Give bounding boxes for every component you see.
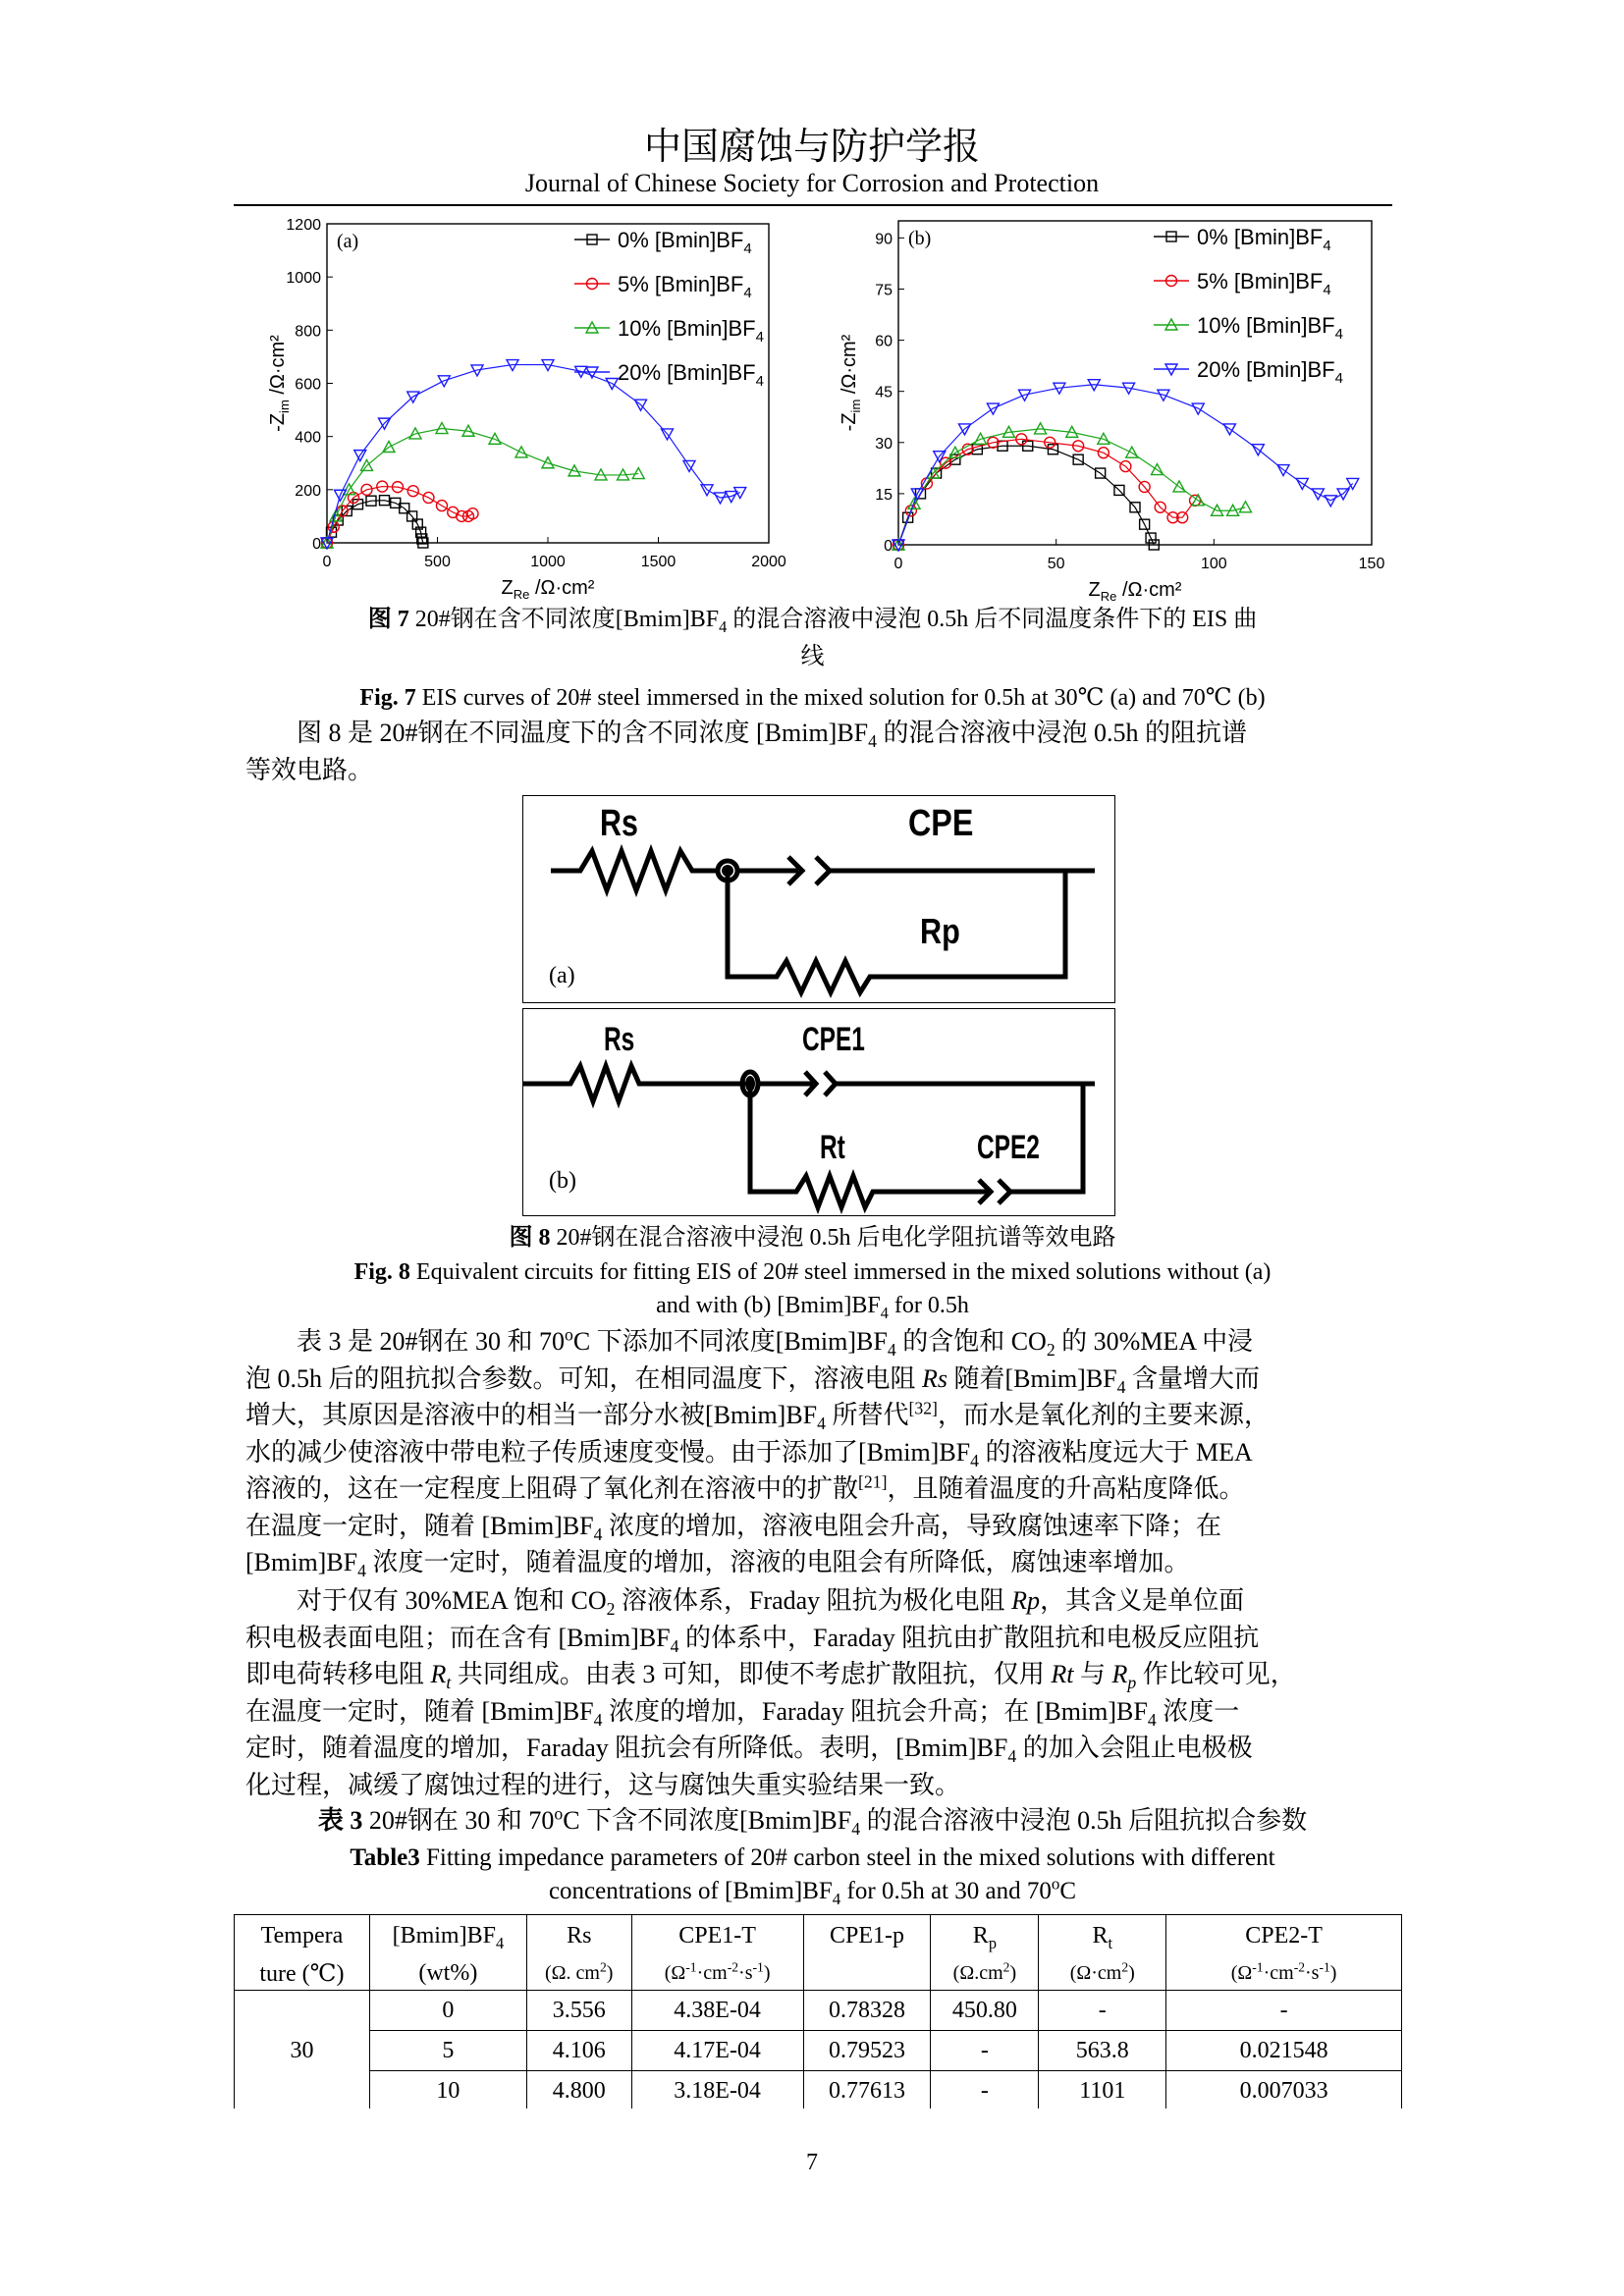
series-line: [327, 365, 740, 543]
series-line: [327, 429, 638, 543]
unit-rt: $(\Omega\cdot cm^2)$: [1039, 1956, 1166, 1991]
rs-label: Rs: [604, 1021, 635, 1059]
table-cell: 4.800: [526, 2071, 631, 2109]
rs-resistor: [551, 851, 718, 890]
table-cell: 0.77613: [803, 2071, 931, 2109]
legend-label: 20% $[Bmin]BF_4$: [1197, 357, 1343, 387]
series: [893, 441, 1159, 550]
th-cpe2-t: CPE2-T: [1166, 1915, 1402, 1957]
cpe1-label: CPE1: [802, 1021, 865, 1059]
table-cell: 1101: [1039, 2071, 1166, 2109]
table-cell: -: [1166, 1991, 1402, 2031]
y-tick-label: 60: [875, 333, 893, 350]
unit-wt: (wt%): [369, 1956, 526, 1991]
data-point: [1239, 502, 1251, 512]
fig8-caption-en-line2: and with (b) $[Bmim]BF_4$ for 0.5h: [656, 1293, 969, 1322]
y-tick-label: 45: [875, 384, 893, 401]
y-tick-label: 0: [312, 536, 321, 553]
journal-title-cn: 中国腐蚀与防护学报: [643, 127, 980, 168]
legend-label: 10% $[Bmin]BF_4$: [1197, 313, 1343, 343]
table-cell: -: [1039, 1991, 1166, 2031]
y-tick-label: 90: [875, 231, 893, 248]
table-cell: 563.8: [1039, 2031, 1166, 2071]
x-axis-label: $Z_{Re}$ /Ω·cm²: [501, 577, 595, 602]
unit-rp: $(\Omega.cm^2)$: [931, 1956, 1039, 1991]
rt-label: Rt: [820, 1129, 845, 1167]
panel-label: (b): [908, 228, 932, 249]
circuit-b-tag: (b): [549, 1168, 576, 1194]
th-bmim: $[Bmim]BF_4$: [369, 1915, 526, 1957]
page-number: 7: [806, 2150, 818, 2175]
temp-group-cell: 30: [235, 1991, 370, 2109]
y-tick-label: 200: [295, 482, 321, 500]
table-cell: 450.80: [931, 1991, 1039, 2031]
cpe-label: CPE: [908, 802, 974, 844]
table-header-row: [235, 1915, 1402, 1957]
table-cell: 4.106: [526, 2031, 631, 2071]
rp-branch: [728, 871, 1065, 992]
cpe1-element: [758, 1072, 1095, 1095]
table-cell: 0.007033: [1166, 2071, 1402, 2109]
unit-cpe1: $(\Omega^{-1}\cdot cm^{-2}\cdot s^{-1})$: [631, 1956, 803, 1991]
legend-label: 10% $[Bmin]BF_4$: [618, 316, 764, 346]
series: [893, 423, 1251, 550]
panel-label: (a): [337, 231, 359, 252]
y-tick-label: 15: [875, 486, 893, 504]
cpe-element: [737, 857, 1095, 884]
table-row: [235, 1991, 1402, 2031]
table-cell: 3.556: [526, 1991, 631, 2031]
header-rule: [234, 204, 1392, 206]
th-temperature: Tempera: [235, 1915, 370, 1957]
x-axis-label: $Z_{Re}$ /Ω·cm²: [1088, 579, 1182, 604]
th-cpe1-t: CPE1-T: [631, 1915, 803, 1957]
impedance-table: [234, 1914, 1402, 2109]
fig7-caption-en: Fig. 7 EIS curves of 20# steel immersed in the mixed solution for 0.5h at 30℃ (a) and 70℃ (b): [359, 685, 1266, 711]
x-tick-label: 50: [1047, 556, 1065, 572]
table-row: [235, 2071, 1402, 2109]
circuit-b-diagram: [523, 1009, 1114, 1215]
th-rp: $R_p$: [931, 1915, 1039, 1957]
paragraph-2: 对于仅有 30%MEA 饱和 $CO_2$ 溶液体系，Fraday 阻抗为极化电阻 Rp，其含义是单位面 积电极表面电阻；而在含有 $[Bmim]BF_4$ 的体系中，Faraday 阻抗由扩散阻抗和电极反应阻抗 即电荷转移电阻 $R_t$ 共同组成。由表 3 可知，即使不考虑扩散阻抗，仅用 Rt 与 $R_p$ 作比较可见， 在温度一定时，随着 $[Bmim]BF_4$ 浓度的增加，Faraday 阻抗会升高；在 $[Bmim]BF_4$ 浓度一 定时，随着温度的增加，Faraday 阻抗会有所降低。表明，$[Bmim]BF_4$ 的加入会阻止电极极 化过程，减缓了腐蚀过程的进行，这与腐蚀失重实验结果一致。: [245, 1586, 1296, 1799]
legend-label: 20% $[Bmin]BF_4$: [618, 360, 764, 390]
circuit-a-diagram: [523, 796, 1114, 1002]
table-cell: -: [931, 2071, 1039, 2109]
table3-caption-cn: 表 3 20#钢在 30 和 70$^o$C 下含不同浓度$[Bmim]BF_4$ 的混合溶液中浸泡 0.5h 后阻抗拟合参数: [317, 1803, 1308, 1840]
journal-title-en: Journal of Chinese Society for Corrosion and Protection: [524, 169, 1100, 197]
th-rs: Rs: [526, 1915, 631, 1957]
x-tick-label: 2000: [751, 554, 786, 570]
circuit-a-tag: (a): [549, 963, 575, 988]
y-tick-label: 400: [295, 429, 321, 447]
x-tick-label: 0: [893, 556, 903, 572]
table-cell: 0: [369, 1991, 526, 2031]
series: [321, 360, 746, 549]
x-tick-label: 150: [1358, 556, 1385, 572]
y-tick-label: 0: [884, 538, 893, 555]
rs-label: Rs: [600, 802, 638, 844]
table-cell: 0.78328: [803, 1991, 931, 2031]
y-axis-label: $-Z_{im}$ /Ω·cm²: [267, 335, 292, 432]
table-row: [235, 2031, 1402, 2071]
rp-label: Rp: [920, 912, 960, 952]
table3-wrapper: [234, 1914, 1402, 2109]
series-line: [898, 429, 1245, 545]
table-cell: 10: [369, 2071, 526, 2109]
y-tick-label: 800: [295, 323, 321, 341]
fig8-caption-cn: 图 8 20#钢在混合溶液中浸泡 0.5h 后电化学阻抗谱等效电路: [509, 1225, 1116, 1251]
th-cpe1-p: CPE1-p: [803, 1915, 931, 1957]
table-cell: 4.17E-04: [631, 2031, 803, 2071]
data-point: [632, 468, 644, 479]
eis-chart-a: [241, 211, 800, 614]
legend-label: 0% $[Bmin]BF_4$: [618, 228, 752, 257]
intro-paragraph: 图 8 是 20#钢在不同温度下的含不同浓度 $[Bmim]BF_4$ 的混合溶液中浸泡 0.5h 的阻抗谱 等效电路。: [245, 719, 1247, 784]
y-tick-label: 1200: [286, 217, 321, 234]
rs-resistor: [523, 1066, 745, 1101]
y-tick-label: 75: [875, 282, 893, 299]
y-tick-label: 1000: [286, 270, 321, 288]
table-unit-row: [235, 1956, 1402, 1991]
circuit-b: [522, 1008, 1115, 1216]
table3-caption-en: Table3 Fitting impedance parameters of 20# carbon steel in the mixed solutions with different: [350, 1844, 1275, 1871]
x-tick-label: 1000: [530, 554, 566, 570]
x-tick-label: 1500: [640, 554, 677, 570]
circuit-a: [522, 795, 1115, 1003]
table-cell: -: [931, 2031, 1039, 2071]
fig7-caption-cn: 图 7 20#钢在含不同浓度$[Bmim]BF_4$ 的混合溶液中浸泡 0.5h 后不同温度条件下的 EIS 曲: [367, 607, 1258, 636]
unit-rs: (Ω. $cm^2$): [526, 1956, 631, 1991]
unit-cpe2: $(\Omega^{-1}\cdot cm^{-2}\cdot s^{-1})$: [1166, 1956, 1402, 1991]
table3-caption-en-line2: concentrations of $[Bmim]BF_4$ for 0.5h at 30 and 70$^o$C: [548, 1874, 1077, 1908]
legend-label: 0% $[Bmin]BF_4$: [1197, 225, 1331, 254]
table-cell: 3.18E-04: [631, 2071, 803, 2109]
fig7-caption-cn-line2: 线: [800, 644, 825, 669]
y-tick-label: 30: [875, 435, 893, 453]
eis-chart-b: [820, 211, 1399, 614]
y-axis-label: $-Z_{im}$ /Ω·cm²: [839, 334, 863, 432]
unit-temperature: ture (℃): [235, 1956, 370, 1991]
table-cell: 0.79523: [803, 2031, 931, 2071]
fig8-caption-en: Fig. 8 Equivalent circuits for fitting EIS of 20# steel immersed in the mixed solutions without (a): [353, 1259, 1272, 1285]
series: [893, 380, 1359, 551]
legend-label: 5% $[Bmin]BF_4$: [618, 272, 752, 301]
legend-label: 5% $[Bmin]BF_4$: [1197, 269, 1331, 298]
table-cell: 0.021548: [1166, 2031, 1402, 2071]
unit-cpe1-p: [803, 1956, 931, 1991]
x-tick-label: 500: [424, 554, 451, 570]
x-tick-label: 0: [322, 554, 332, 570]
x-tick-label: 100: [1200, 556, 1227, 572]
table-cell: 5: [369, 2031, 526, 2071]
y-tick-label: 600: [295, 376, 321, 394]
table-cell: 4.38E-04: [631, 1991, 803, 2031]
paragraph-1: 表 3 是 20#钢在 30 和 70$^o$C 下添加不同浓度$[Bmim]BF_4$ 的含饱和 $CO_2$ 的 30%MEA 中浸 泡 0.5h 后的阻抗拟合参数。可知，在相同温度下，溶液电阻 Rs 随着$[Bmim]BF_4$ 含量增大而 增大，其原因是溶液中的相当一部分水被$[Bmim]BF_4$ 所替代[32]，而水是氧化剂的主要来源， 水的减少使溶液中带电粒子传质速度变慢。由于添加了$[Bmim]BF_4$ 的溶液粘度远大于 MEA 溶液的，这在一定程度上阻碍了氧化剂在溶液中的扩散[21]，且随着温度的升高粘度降低。 在温度一定时，随着 $[Bmim]BF_4$ 浓度的增加，溶液电阻会升高，导致腐蚀速率下降；在 $[Bmim]BF_4$ 浓度一定时，随着温度的增加，溶液的电阻会有所降低，腐蚀速率增加。: [245, 1324, 1270, 1581]
cpe2-label: CPE2: [977, 1129, 1040, 1167]
th-rt: $R_t$: [1039, 1915, 1166, 1957]
